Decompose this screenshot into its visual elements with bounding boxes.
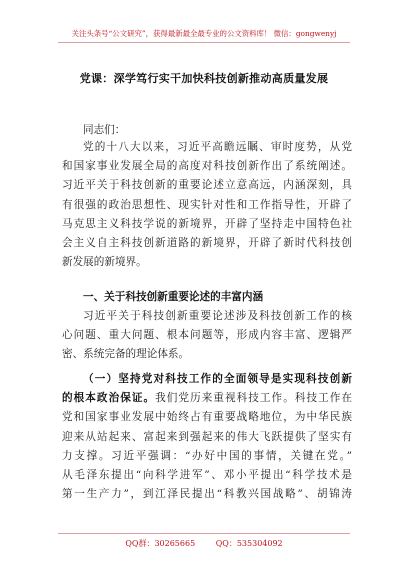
text-line: 和国家事业发展全局的高度对科技创新作出了系统阐述。 bbox=[62, 160, 352, 173]
banner-text: 关注头条号“公文研究”，获得最新最全最专业的公文资料库！ 微信：gongwenyj bbox=[71, 29, 337, 38]
paragraph-1 bbox=[62, 138, 352, 272]
bold-text: 的根本政治保证。 bbox=[62, 392, 156, 405]
text-line: 马克思主义科技学说的新境界，开辟了坚持走中国特色社 bbox=[62, 217, 352, 230]
text-line: 第一生产力”，到江泽民提出“科教兴国战略”、胡锦涛 bbox=[62, 488, 352, 501]
header-divider bbox=[58, 42, 350, 43]
text-line: 习近平关于科技创新重要论述涉及科技创新工作的核 bbox=[83, 310, 352, 322]
footer-qq-contact: QQ：535304092 bbox=[215, 539, 283, 548]
text-line: 心问题、重大问题、根本问题等，形成内容丰富、逻辑严 bbox=[62, 329, 352, 342]
text-line: 力支撑。习近平强调：“办好中国的事情，关键在党。” bbox=[62, 449, 352, 462]
text-line: 密、系统完备的理论体系。 bbox=[62, 348, 190, 361]
text-line: 有很强的政治思想性、现实针对性和工作指导性，开辟了 bbox=[62, 198, 352, 211]
text-line: 党的十八大以来，习近平高瞻远瞩、审时度势，从党 bbox=[83, 141, 352, 153]
document-title: 党课：深学笃行实干加快科技创新推动高质量发展 bbox=[79, 72, 329, 85]
text-line: 习近平关于科技创新的重要论述立意高远，内涵深刻，具 bbox=[62, 179, 352, 192]
text-line: 党和国家事业发展中始终占有重要战略地位，为中华民族 bbox=[62, 411, 352, 424]
bold-text-line: （一）坚持党对科技工作的全面领导是实现科技创新 bbox=[83, 373, 352, 385]
text-line: 会主义自主科技创新道路的新境界，开辟了新时代科技创 bbox=[62, 236, 352, 249]
section-1 bbox=[62, 288, 352, 307]
footer-divider bbox=[58, 533, 350, 534]
mixed-text-line bbox=[62, 389, 352, 408]
footer-qq-group: QQ群：30265665 bbox=[125, 539, 196, 548]
paragraph-3 bbox=[62, 370, 352, 504]
footer bbox=[0, 538, 408, 549]
text-line: 从毛泽东提出“向科学进军”、邓小平提出“科学技术是 bbox=[62, 468, 352, 481]
greeting: 同志们： bbox=[83, 124, 126, 136]
paragraph-2 bbox=[62, 307, 352, 365]
section-heading: 一、关于科技创新重要论述的丰富内涵 bbox=[83, 291, 264, 303]
text-line: 新发展的新境界。 bbox=[62, 256, 147, 269]
text-line: 迎来从站起来、富起来到强起来的伟大飞跃提供了坚实有 bbox=[62, 430, 352, 443]
header-banner bbox=[0, 28, 408, 39]
text: 我们党历来重视科技工作。科技工作在 bbox=[155, 392, 353, 405]
